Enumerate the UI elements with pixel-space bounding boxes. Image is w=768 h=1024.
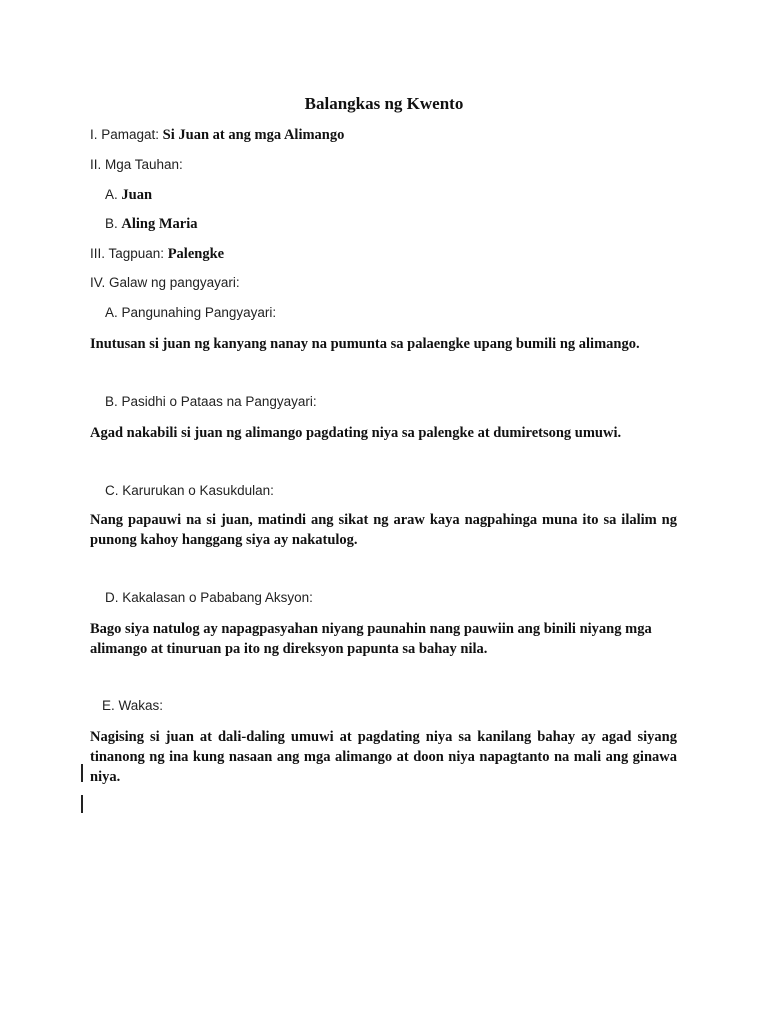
tauhan-item-marker: A. (105, 187, 118, 202)
part-text: Nagising si juan at dali-daling umuwi at pagdating niya sa kanilang bahay ay agad siyang tinanong ng ina kung nasaan ang mga alimango at doon niya napagtanto na mali ang ginawa niya. (90, 729, 677, 785)
tauhan-item (105, 187, 152, 204)
part-text: Inutusan si juan ng kanyang nanay na pumunta sa palaengke upang bumili ng alimango. (90, 336, 640, 352)
pamagat-value: Si Juan at ang mga Alimango (162, 127, 345, 143)
tagpuan-line (90, 246, 224, 263)
part-text: Nang papauwi na si juan, matindi ang sikat ng araw kaya nagpahinga muna ito sa ilalim ng punong kahoy hanggang siya ay nakatulog. (90, 512, 677, 548)
galaw-label: IV. Galaw ng pangyayari: (90, 275, 240, 290)
pamagat-label: I. Pamagat: (90, 127, 160, 142)
part-heading: D. Kakalasan o Pababang Aksyon: (105, 590, 313, 605)
tauhan-item-value: Juan (121, 187, 153, 203)
tauhan-item-marker: B. (105, 216, 118, 231)
part-heading: E. Wakas: (102, 698, 164, 713)
part-heading: A. Pangunahing Pangyayari: (105, 305, 277, 320)
tauhan-item-value: Aling Maria (121, 216, 198, 232)
tauhan-label: II. Mga Tauhan: (90, 157, 183, 172)
pamagat-line (90, 127, 344, 144)
tagpuan-value: Palengke (167, 246, 225, 262)
document-title: Balangkas ng Kwento (304, 94, 464, 113)
text-cursor (81, 764, 83, 782)
tauhan-line (90, 157, 183, 174)
part-text: Agad nakabili si juan ng alimango pagdating niya sa palengke at dumiretsong umuwi. (90, 425, 622, 441)
part-heading: B. Pasidhi o Pataas na Pangyayari: (105, 394, 317, 409)
part-heading: C. Karurukan o Kasukdulan: (105, 483, 274, 498)
part-text: Bago siya natulog ay napagpasyahan niyang paunahin nang pauwiin ang binili niyang mga alimango at tinuruan pa ito ng direksyon papunta sa bahay nila. (90, 621, 652, 657)
tauhan-item (105, 216, 198, 233)
text-cursor (81, 795, 83, 813)
tagpuan-label: III. Tagpuan: (90, 246, 165, 261)
